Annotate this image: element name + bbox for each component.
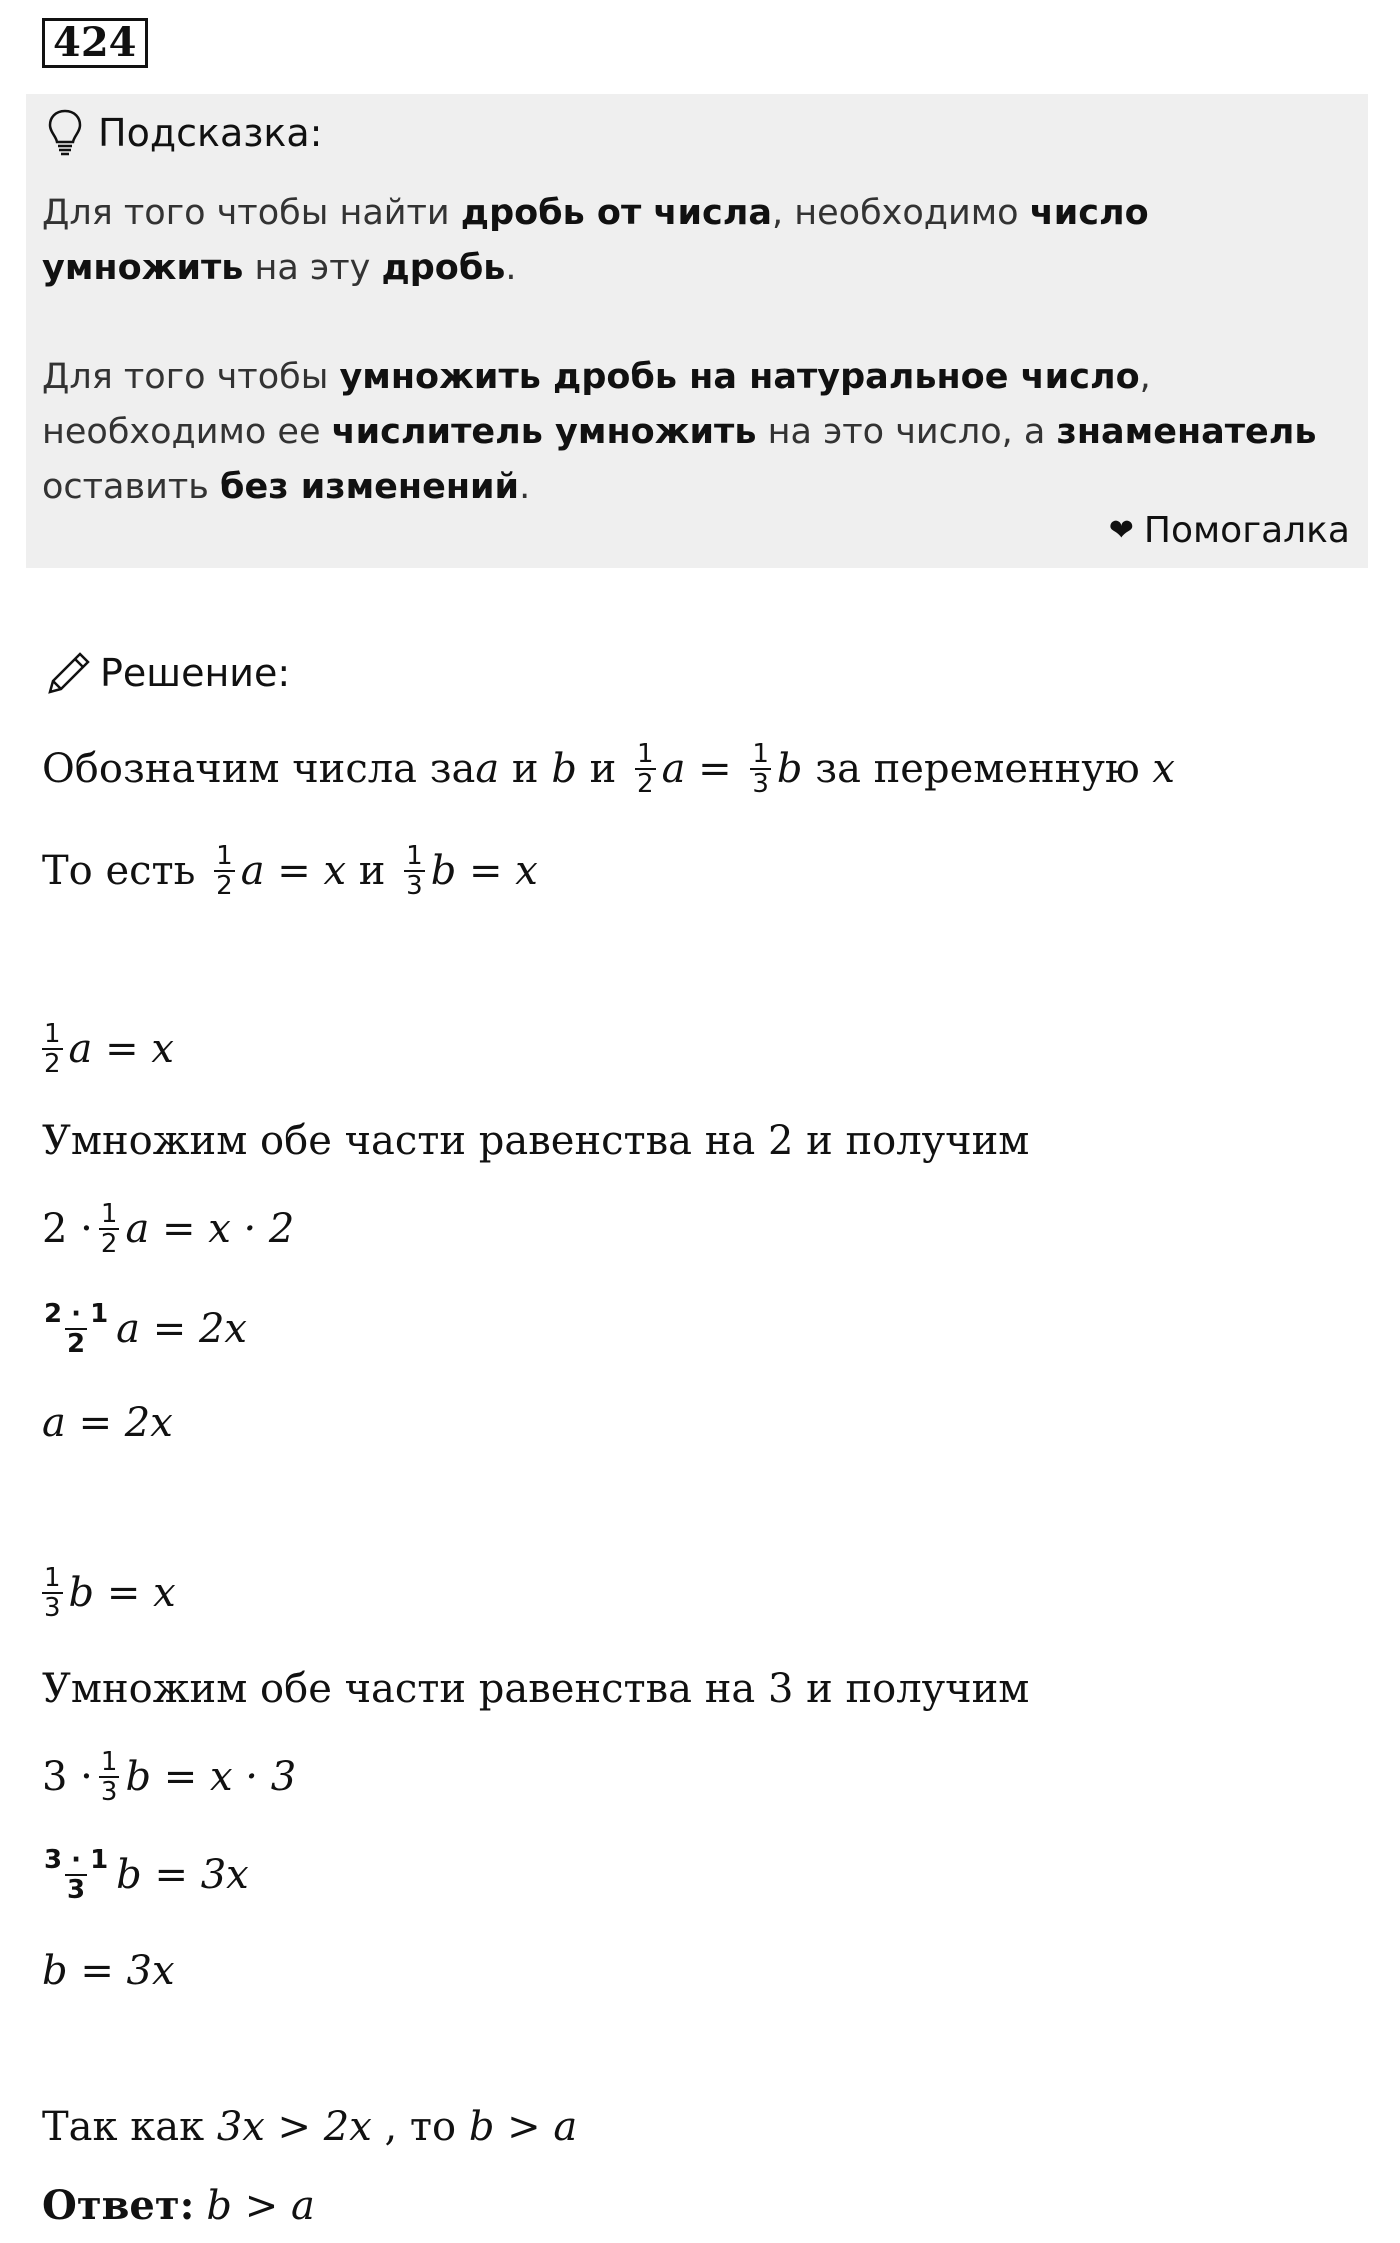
solution-line-3: $\frac{1}{2}$ a = x	[44, 1019, 174, 1079]
solution-line-4: Умножим обе части равенства на 2 и получим	[42, 1118, 1030, 1164]
hint-paragraph-2: Для того чтобы умножить дробь на натуральное число, необходимо ее числитель умножить на это число, а знаменатель оставить без изменений.	[42, 357, 1317, 507]
fraction: $\frac{3 \cdot 1}{3}$	[44, 1845, 109, 1905]
hint-header	[46, 108, 322, 158]
fraction: $\frac{2 \cdot 1}{2}$	[44, 1299, 109, 1359]
solution-line-11: $\frac{3 \cdot 1}{3}$ b = 3x	[44, 1845, 249, 1905]
fraction: $\frac{1}{3}$	[100, 1747, 118, 1807]
signature-text: Помогалка	[1143, 510, 1350, 551]
solution-line-12: b = 3x	[42, 1948, 175, 1994]
solution-line-8: $\frac{1}{3}$ b = x	[44, 1563, 176, 1623]
fraction: $\frac{1}{2}$	[100, 1199, 118, 1259]
solution-line-9: Умножим обе части равенства на 3 и получим	[42, 1666, 1030, 1712]
solution-title: Решение:	[100, 651, 291, 695]
fraction: $\frac{1}{2}$	[44, 1019, 61, 1079]
pencil-icon	[44, 648, 94, 698]
solution-line-6: $\frac{2 \cdot 1}{2}$ a = 2x	[44, 1299, 247, 1359]
fraction: $\frac{1}{2}$	[216, 841, 233, 901]
solution-line-13: Так как 3x > 2x , то b > a	[42, 2104, 578, 2150]
lightbulb-icon	[46, 108, 84, 158]
fraction: $\frac{1}{2}$	[637, 739, 654, 799]
solution-line-5: 2 · $\frac{1}{2}$ a = x · 2	[42, 1199, 295, 1259]
fraction: $\frac{1}{3}$	[44, 1563, 61, 1623]
answer-line	[42, 2182, 315, 2229]
fraction: $\frac{1}{3}$	[406, 841, 423, 901]
hint-signature	[1109, 510, 1350, 551]
hint-box	[26, 94, 1368, 568]
fraction: $\frac{1}{3}$	[752, 739, 769, 799]
task-number: 424	[42, 18, 148, 68]
solution-line-2: То есть $\frac{1}{2}$ a = x и $\frac{1}{3}$ b = x	[42, 841, 538, 901]
answer-value: b > a	[206, 2182, 315, 2229]
heart-icon: ❤	[1108, 513, 1134, 548]
answer-label: Ответ:	[42, 2182, 195, 2229]
hint-title: Подсказка:	[98, 111, 323, 155]
solution-line-10: 3 · $\frac{1}{3}$ b = x · 3	[42, 1747, 297, 1807]
solution-line-7: a = 2x	[42, 1400, 173, 1446]
hint-paragraph-1: Для того чтобы найти дробь от числа, необходимо число умножить на эту дробь.	[42, 193, 1149, 288]
solution-line-1: Обозначим числа за a и b и $\frac{1}{2}$ a = $\frac{1}{3}$ b за переменную x	[42, 739, 1175, 799]
solution-header	[44, 648, 290, 698]
